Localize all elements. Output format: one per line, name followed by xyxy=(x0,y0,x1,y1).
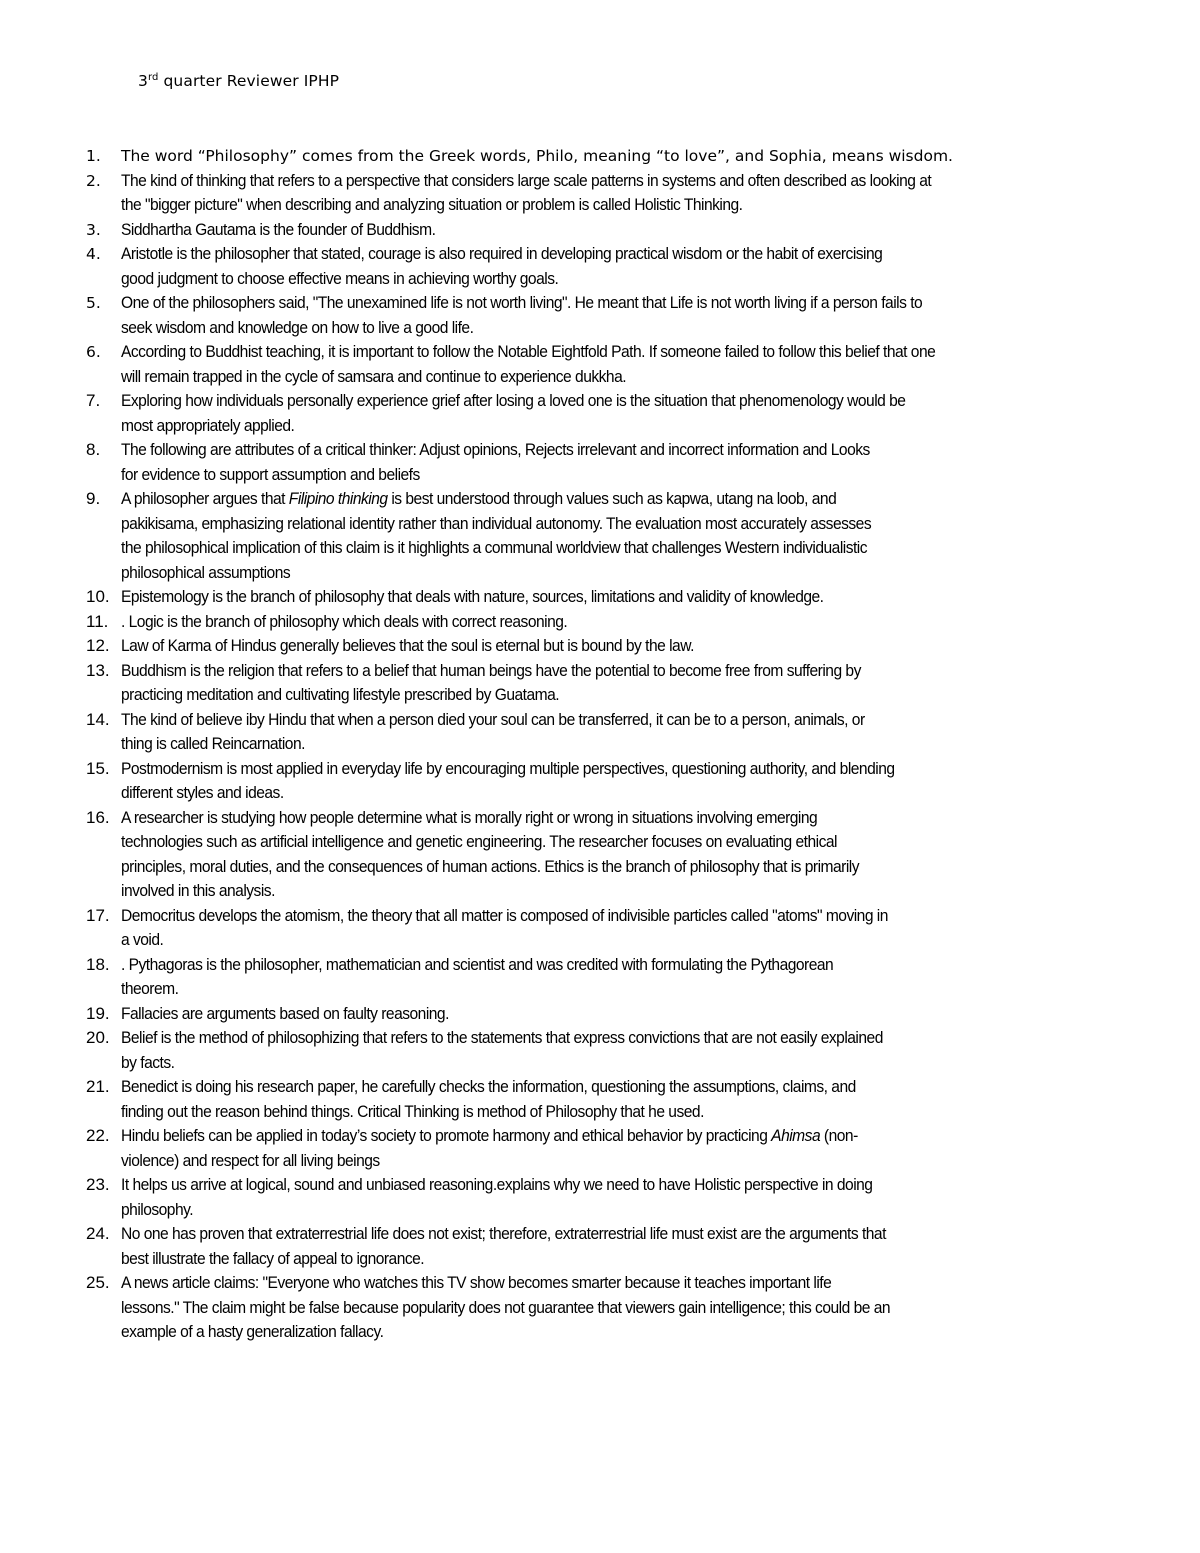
item-line: a void. xyxy=(121,930,164,949)
list-item xyxy=(86,585,1146,610)
item-text xyxy=(121,1271,1085,1345)
document-title xyxy=(138,72,339,90)
item-line: Epistemology is the branch of philosophy that deals with nature, sources, limitations and validity of knowledge. xyxy=(121,587,824,606)
item-number: 1. xyxy=(86,147,101,165)
item-line: philosophical assumptions xyxy=(121,562,291,582)
item-line: theorem. xyxy=(121,979,179,998)
item-line: philosophy. xyxy=(121,1199,194,1219)
item-line: Siddhartha Gautama is the founder of Buddhism. xyxy=(121,219,436,239)
item-line: Aristotle is the philosopher that stated, courage is also required in developing practical wisdom or the habit of exercising xyxy=(121,244,883,263)
item-line: the "bigger picture" when describing and analyzing situation or problem is called Holistic Thinking. xyxy=(121,195,743,214)
item-line: . Logic is the branch of philosophy which deals with correct reasoning. xyxy=(121,611,568,631)
item-line: Law of Karma of Hindus generally believes that the soul is eternal but is bound by the law. xyxy=(121,636,694,655)
item-line: It helps us arrive at logical, sound and unbiased reasoning.explains why we need to have Holistic perspective in doing xyxy=(121,1175,873,1194)
item-text xyxy=(121,708,1085,757)
list-item xyxy=(86,757,1146,806)
item-line: Postmodernism is most applied in everyday life by encouraging multiple perspectives, questioning authority, and blending xyxy=(121,758,895,778)
list-item xyxy=(86,389,1146,438)
item-line-text: (non- xyxy=(820,1126,858,1145)
item-line: different styles and ideas. xyxy=(121,783,284,802)
item-line: for evidence to support assumption and beliefs xyxy=(121,464,420,484)
item-text xyxy=(121,806,1085,904)
list-item xyxy=(86,904,1146,953)
item-number: 14. xyxy=(86,709,110,729)
item-line: Democritus develops the atomism, the theory that all matter is composed of indivisible particles called "atoms" moving in xyxy=(121,905,888,925)
item-line: Buddhism is the religion that refers to a belief that human beings have the potential to become free from suffering by xyxy=(121,660,861,680)
list-item xyxy=(86,1222,1146,1271)
item-number: 10. xyxy=(86,587,110,606)
item-number: 19. xyxy=(86,1003,110,1023)
item-line: Exploring how individuals personally experience grief after losing a loved one is the situation that phenomenology would be xyxy=(121,391,906,410)
title-prefix: 3 xyxy=(138,72,148,90)
item-line: No one has proven that extraterrestrial life does not exist; therefore, extraterrestrial life must exist are the arguments that xyxy=(121,1224,886,1243)
item-line: example of a hasty generalization fallacy. xyxy=(121,1322,384,1341)
item-text xyxy=(121,1124,1085,1173)
item-line: will remain trapped in the cycle of samsara and continue to experience dukkha. xyxy=(121,366,627,386)
item-line-text: A philosopher argues that xyxy=(121,489,289,508)
list-item xyxy=(86,144,1146,169)
item-number: 22. xyxy=(86,1126,110,1145)
item-emphasis: Filipino thinking xyxy=(288,489,388,508)
item-number: 7. xyxy=(86,391,101,410)
item-number: 2. xyxy=(86,171,101,190)
item-text xyxy=(121,169,1085,218)
item-line: finding out the reason behind things. Critical Thinking is method of Philosophy that he used. xyxy=(121,1101,704,1121)
item-text xyxy=(121,291,1085,340)
item-text xyxy=(121,1222,1085,1271)
item-line: involved in this analysis. xyxy=(121,881,275,900)
item-text xyxy=(121,659,1085,708)
item-number: 13. xyxy=(86,660,110,680)
list-item xyxy=(86,708,1146,757)
item-line: The kind of believe iby Hindu that when a person died your soul can be transferred, it can be to a person, animals, or xyxy=(121,709,865,729)
item-line: the philosophical implication of this claim is it highlights a communal worldview that challenges Western individualistic xyxy=(121,538,868,557)
item-number: 25. xyxy=(86,1273,110,1292)
item-line: Benedict is doing his research paper, he carefully checks the information, questioning the assumptions, claims, and xyxy=(121,1077,856,1096)
list-item xyxy=(86,634,1146,659)
item-line-text: Hindu beliefs can be applied in today’s society to promote harmony and ethical behavior by practicing xyxy=(121,1126,772,1145)
item-text xyxy=(121,144,1146,169)
item-line: seek wisdom and knowledge on how to live a good life. xyxy=(121,317,474,337)
list-item xyxy=(86,242,1146,291)
list-item xyxy=(86,169,1146,218)
list-item xyxy=(86,806,1146,904)
item-number: 3. xyxy=(86,220,101,239)
list-item xyxy=(86,1075,1146,1124)
item-number: 16. xyxy=(86,807,110,827)
item-line xyxy=(121,1124,1085,1149)
item-line: The following are attributes of a critical thinker: Adjust opinions, Rejects irrelevant and incorrect information and Looks xyxy=(121,440,870,459)
item-text xyxy=(121,218,1085,243)
item-text xyxy=(121,1075,1085,1124)
item-number: 18. xyxy=(86,954,110,974)
item-line: by facts. xyxy=(121,1052,175,1072)
reviewer-list xyxy=(86,144,1146,1345)
list-item xyxy=(86,1124,1146,1173)
item-number: 15. xyxy=(86,758,110,778)
item-text xyxy=(121,1173,1085,1222)
item-number: 20. xyxy=(86,1028,110,1047)
item-line: pakikisama, emphasizing relational identity rather than individual autonomy. The evaluation most accurately assesses xyxy=(121,513,872,533)
item-number: 11. xyxy=(86,611,109,631)
item-number: 12. xyxy=(86,636,110,655)
item-line: violence) and respect for all living beings xyxy=(121,1150,380,1170)
list-item xyxy=(86,340,1146,389)
item-text xyxy=(121,242,1085,291)
item-text xyxy=(121,340,1085,389)
list-item xyxy=(86,953,1146,1002)
list-item xyxy=(86,610,1146,635)
list-item xyxy=(86,659,1146,708)
item-line: Fallacies are arguments based on faulty reasoning. xyxy=(121,1003,449,1023)
item-number: 17. xyxy=(86,905,110,925)
item-line: good judgment to choose effective means in achieving worthy goals. xyxy=(121,268,559,288)
item-number: 24. xyxy=(86,1224,110,1243)
item-text xyxy=(121,904,1085,953)
item-line: A news article claims: "Everyone who watches this TV show becomes smarter because it teaches important life xyxy=(121,1273,832,1292)
item-number: 5. xyxy=(86,294,101,312)
item-text xyxy=(121,634,1085,659)
title-superscript: rd xyxy=(147,72,159,83)
list-item xyxy=(86,1271,1146,1345)
item-number: 23. xyxy=(86,1175,110,1194)
list-item xyxy=(86,487,1146,585)
item-number: 4. xyxy=(86,245,101,263)
item-line: The kind of thinking that refers to a perspective that considers large scale patterns in systems and often described as looking at xyxy=(121,170,932,190)
item-line: . Pythagoras is the philosopher, mathematician and scientist and was credited with formulating the Pythagorean xyxy=(121,954,834,974)
item-line: principles, moral duties, and the consequences of human actions. Ethics is the branch of philosophy that is primarily xyxy=(121,856,860,876)
item-line xyxy=(121,487,1085,512)
item-text xyxy=(121,1026,1085,1075)
item-line: practicing meditation and cultivating lifestyle prescribed by Guatama. xyxy=(121,685,560,704)
item-line: best illustrate the fallacy of appeal to ignorance. xyxy=(121,1248,425,1268)
item-line: One of the philosophers said, "The unexamined life is not worth living". He meant that Life is not worth living if a person fails to xyxy=(121,293,923,312)
list-item xyxy=(86,1002,1146,1027)
item-number: 6. xyxy=(86,343,101,361)
item-line-text: is best understood through values such as kapwa, utang na loob, and xyxy=(387,489,837,508)
item-emphasis: Ahimsa xyxy=(771,1126,821,1145)
list-item xyxy=(86,218,1146,243)
item-text xyxy=(121,1002,1085,1027)
title-rest: quarter Reviewer IPHP xyxy=(158,72,340,90)
item-number: 21. xyxy=(86,1077,110,1096)
item-text xyxy=(121,953,1085,1002)
item-line: The word “Philosophy” comes from the Greek words, Philo, meaning “to love”, and Sophia, means wisdom. xyxy=(121,147,953,165)
item-line: technologies such as artificial intelligence and genetic engineering. The researcher focuses on evaluating ethical xyxy=(121,832,837,851)
item-line: Belief is the method of philosophizing that refers to the statements that express convictions that are not easily explained xyxy=(121,1028,883,1047)
list-item xyxy=(86,291,1146,340)
item-text xyxy=(121,438,1085,487)
item-line: most appropriately applied. xyxy=(121,415,295,435)
item-line: lessons." The claim might be false because popularity does not guarantee that viewers gain intelligence; this could be an xyxy=(121,1297,891,1317)
item-line: A researcher is studying how people determine what is morally right or wrong in situations involving emerging xyxy=(121,807,818,827)
item-line: thing is called Reincarnation. xyxy=(121,734,305,753)
item-text xyxy=(121,487,1085,585)
list-item xyxy=(86,1173,1146,1222)
item-text xyxy=(121,757,1085,806)
item-number: 8. xyxy=(86,440,101,459)
list-item xyxy=(86,1026,1146,1075)
item-text xyxy=(121,585,1085,610)
list-item xyxy=(86,438,1146,487)
item-line: According to Buddhist teaching, it is important to follow the Notable Eightfold Path. If someone failed to follow this belief that one xyxy=(121,342,936,361)
item-text xyxy=(121,610,1085,635)
item-number: 9. xyxy=(86,489,101,508)
item-text xyxy=(121,389,1085,438)
